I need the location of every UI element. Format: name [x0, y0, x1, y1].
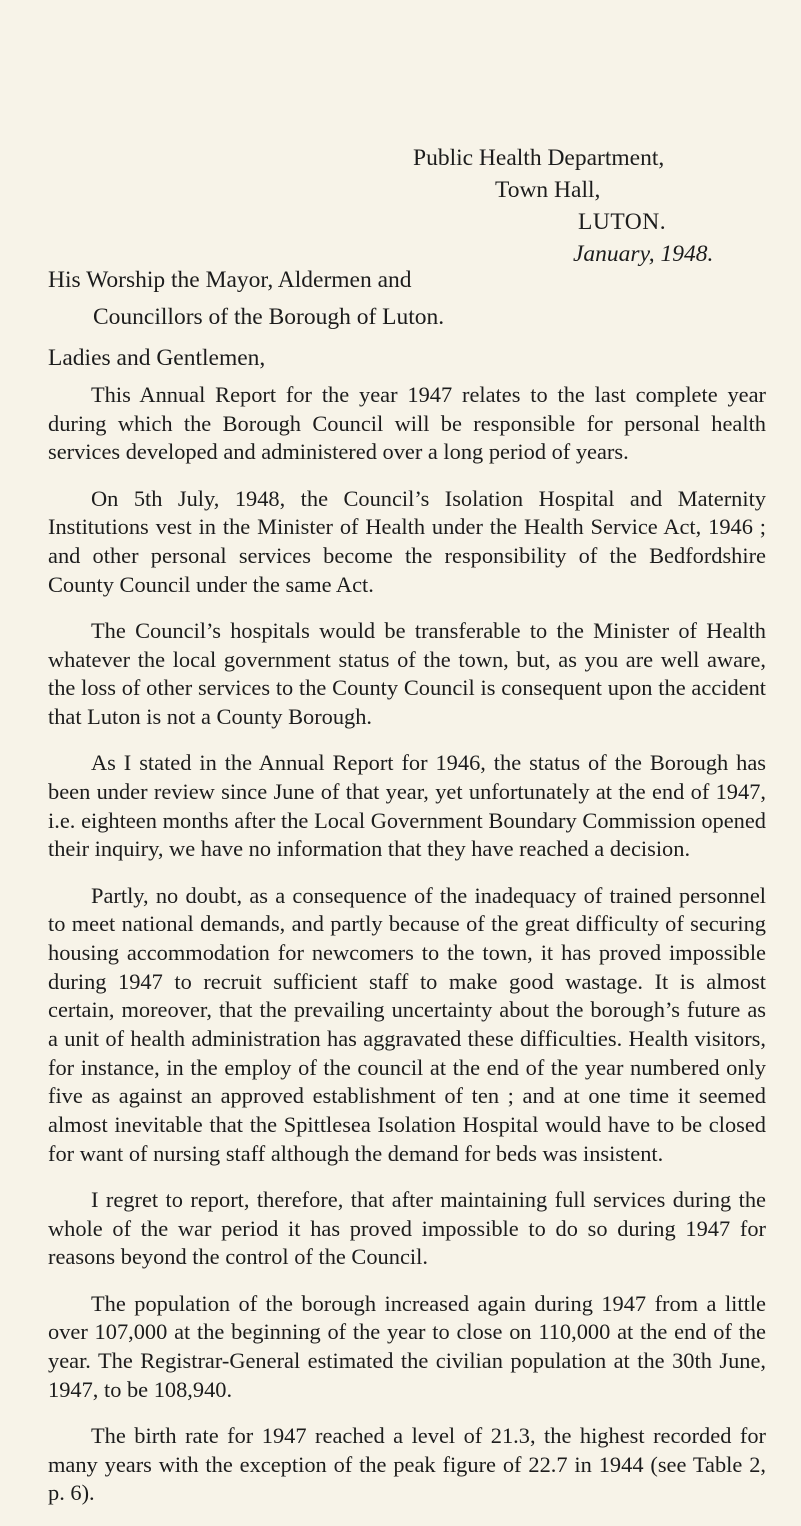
town-line: LUTON. — [578, 209, 667, 235]
department-line: Public Health Department, — [413, 145, 665, 171]
paragraph: This Annual Report for the year 1947 relates to the last complete year during which the Borough Council will be responsible for personal health services developed and administered over a long period of years. — [48, 382, 766, 465]
date-line: January, 1948. — [573, 241, 714, 267]
sender-address — [380, 142, 770, 270]
paragraph: The population of the borough increased again during 1947 from a little over 107,000 at the beginning of the year to close on 110,000 at the end of the year. The Registrar-General estimated the civilian population at the 30th June, 1947, to be 108,940. — [48, 1290, 766, 1402]
addressee-line-1: His Worship the Mayor, Aldermen and — [48, 267, 412, 293]
paragraph: The birth rate for 1947 reached a level of 21.3, the highest recorded for many years with the exception of the peak figure of 22.7 in 1944 (see Table 2, p. 6). — [48, 1423, 766, 1506]
paragraph: Partly, no doubt, as a consequence of the inadequacy of trained personnel to meet national demands, and partly because of the great difficulty of securing housing accommodation for newcomers to the town, it has proved impossible during 1947 to recruit sufficient staff to make good wastage. It is almost certain, moreover, that the prevailing uncertainty about the borough’s future as a unit of health administration has aggravated these difficulties. Health visitors, for instance, in the employ of the council at the end of the year numbered only five as against an approved establishment of ten ; and at one time it seemed almost inevitable that the Spittlesea Isolation Hospital would have to be closed for want of nursing staff although the demand for beds was insistent. — [48, 882, 766, 1166]
letter-body — [48, 381, 766, 1526]
greeting: Ladies and Gentlemen, — [48, 345, 266, 371]
paragraph: The Council’s hospitals would be transferable to the Minister of Health whatever the local government status of the town, but, as you are well aware, the loss of other services to the County Council is consequent upon the accident that Luton is not a County Borough. — [48, 617, 766, 730]
addressee-line-2: Councillors of the Borough of Luton. — [93, 304, 445, 330]
addressee-block — [48, 262, 768, 336]
paragraph: As I stated in the Annual Report for 1946, the status of the Borough has been under review since June of that year, yet unfortunately at the end of 1947, i.e. eighteen months after the Local Government Boundary Commission opened their inquiry, we have no information that they have reached a decision. — [48, 750, 766, 862]
building-line: Town Hall, — [495, 177, 601, 203]
paragraph: I regret to report, therefore, that after maintaining full services during the whole of the war period it has proved impossible to do so during 1947 for reasons beyond the control of the Council. — [48, 1187, 766, 1270]
paragraph: On 5th July, 1948, the Council’s Isolation Hospital and Maternity Institutions vest in the Minister of Health under the Health Service Act, 1946 ; and other personal services become the responsibility of the Bedfordshire County Council under the same Act. — [48, 485, 766, 597]
